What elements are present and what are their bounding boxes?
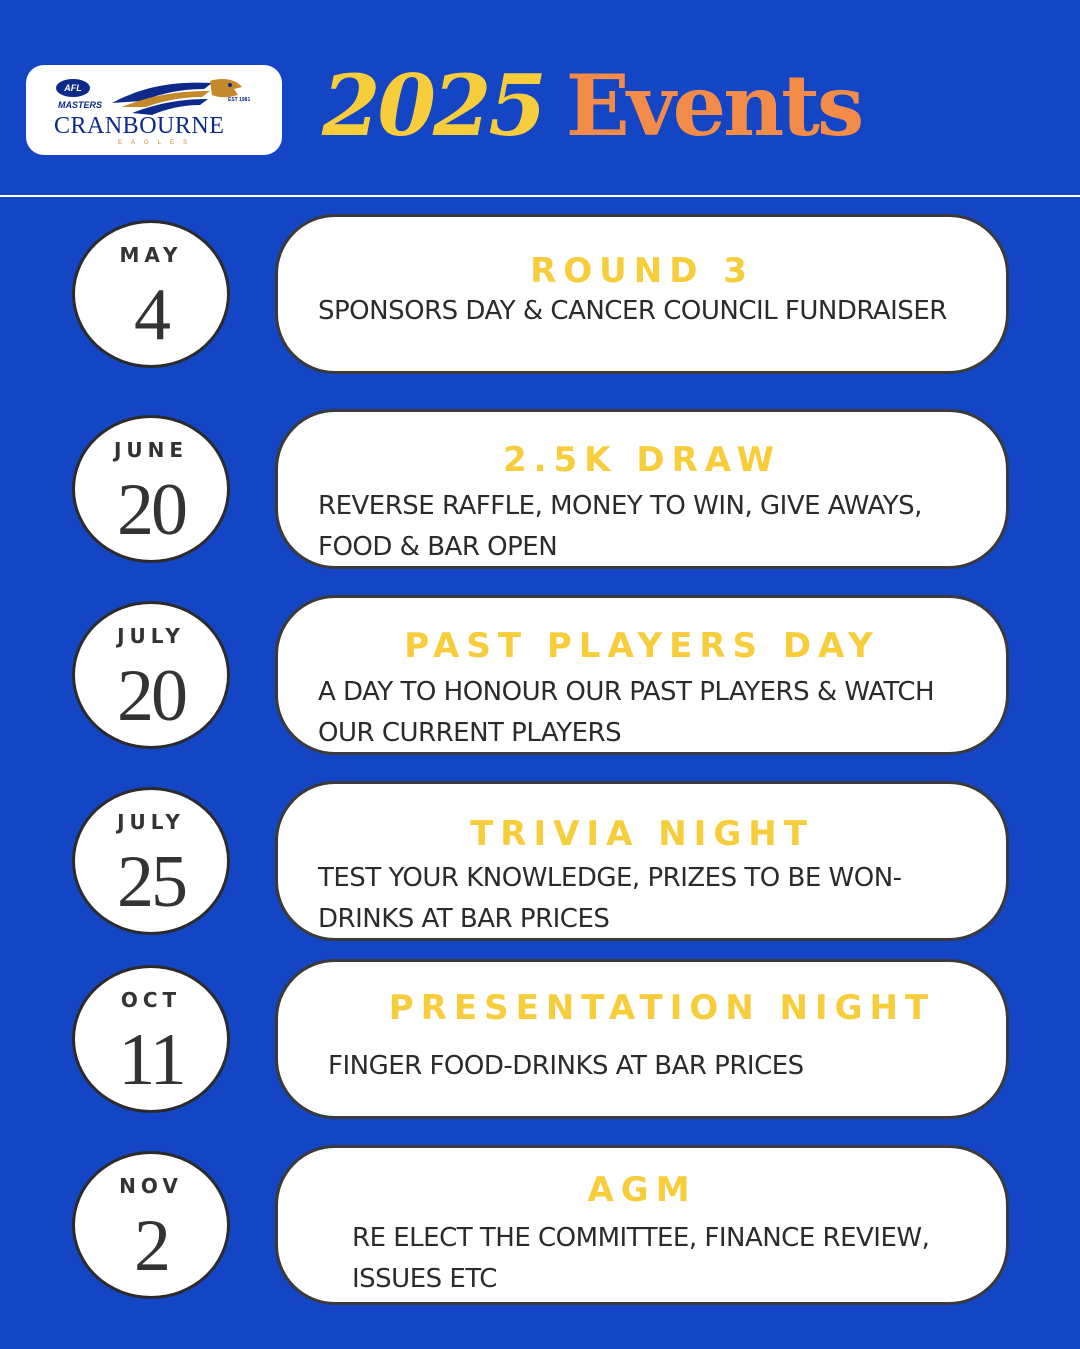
event-day: 20 [117, 655, 185, 737]
event-title: PAST PLAYERS DAY [404, 626, 880, 666]
date-circle [72, 965, 230, 1113]
event-description: SPONSORS DAY & CANCER COUNCIL FUNDRAISER [318, 296, 947, 326]
title-year: 2025 [322, 56, 544, 155]
event-month: NOV [119, 1174, 183, 1198]
event-month: JULY [117, 624, 185, 648]
date-circle [72, 415, 230, 563]
event-title: AGM [587, 1170, 697, 1210]
event-row [0, 409, 1080, 569]
event-card [275, 595, 1009, 755]
date-circle [72, 787, 230, 935]
event-row [0, 781, 1080, 941]
event-row [0, 959, 1080, 1119]
event-description: FINGER FOOD-DRINKS AT BAR PRICES [328, 1051, 804, 1081]
event-card [275, 409, 1009, 569]
club-logo-box [26, 65, 282, 155]
club-logo [54, 77, 254, 145]
event-title: TRIVIA NIGHT [470, 814, 814, 854]
event-month: OCT [120, 988, 182, 1012]
date-circle [72, 220, 230, 368]
event-day: 11 [118, 1019, 184, 1101]
event-title: PRESENTATION NIGHT [388, 988, 936, 1028]
event-description: REVERSE RAFFLE, MONEY TO WIN, GIVE AWAYS, FOOD & BAR OPEN [318, 491, 922, 562]
title-word: Events [565, 56, 862, 155]
event-description: A DAY TO HONOUR OUR PAST PLAYERS & WATCH OUR CURRENT PLAYERS [318, 677, 935, 748]
header-divider [0, 195, 1080, 197]
date-circle [72, 601, 230, 749]
event-day: 4 [134, 274, 168, 356]
event-description: TEST YOUR KNOWLEDGE, PRIZES TO BE WON-DRINKS AT BAR PRICES [318, 863, 902, 934]
event-row [0, 1145, 1080, 1305]
date-circle [72, 1151, 230, 1299]
event-month: JULY [117, 810, 185, 834]
event-card [275, 959, 1009, 1119]
masters-label: MASTERS [58, 100, 103, 110]
event-card [275, 214, 1009, 374]
event-row [0, 214, 1080, 374]
event-description: RE ELECT THE COMMITTEE, FINANCE REVIEW, ISSUES ETC [352, 1223, 930, 1294]
club-subname: EAGLES [118, 140, 197, 146]
club-name: CRANBOURNE [54, 113, 225, 139]
event-day: 2 [134, 1205, 168, 1287]
event-day: 25 [117, 841, 185, 923]
event-title: 2.5K DRAW [502, 440, 782, 480]
event-month: JUNE [113, 438, 189, 462]
page-title [322, 56, 861, 186]
event-row [0, 595, 1080, 755]
event-card [275, 781, 1009, 941]
event-card [275, 1145, 1009, 1305]
event-month: MAY [119, 243, 183, 267]
event-day: 20 [117, 469, 185, 551]
event-title: ROUND 3 [530, 251, 754, 291]
est-label: EST 1981 [228, 97, 251, 103]
afl-badge: AFL [56, 79, 90, 97]
